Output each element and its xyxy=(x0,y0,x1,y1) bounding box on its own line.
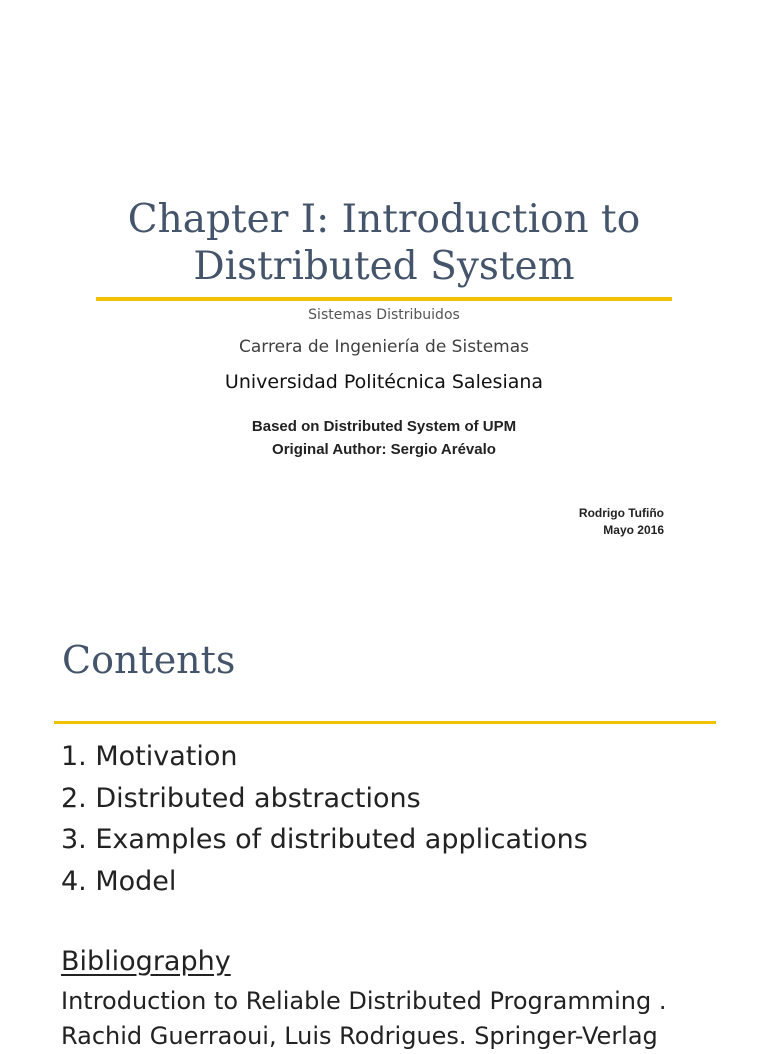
original-author-text: Original Author: Sergio Arévalo xyxy=(272,441,496,458)
title-underline-rule xyxy=(96,297,672,301)
contents-list xyxy=(61,736,588,902)
bibliography-entry xyxy=(61,984,721,1054)
contents-item: 4. Model xyxy=(61,865,177,897)
slide-title xyxy=(0,196,768,290)
author-name: Rodrigo Tufiño xyxy=(578,506,664,520)
contents-item: 3. Examples of distributed applications xyxy=(61,824,588,855)
bibliography-line-2: Rachid Guerraoui, Luis Rodrigues. Springer-Verlag xyxy=(61,1022,658,1050)
contents-item: 2. Distributed abstractions xyxy=(61,782,421,814)
contents-title: Contents xyxy=(62,638,236,682)
based-on-text: Based on Distributed System of UPM xyxy=(251,418,517,435)
slide-title-line-2: Distributed System xyxy=(193,244,575,289)
contents-item: 1. Motivation xyxy=(61,741,238,772)
contents-slide xyxy=(0,576,768,1050)
contents-underline-rule xyxy=(54,721,716,724)
bibliography-line-1: Introduction to Reliable Distributed Programming . xyxy=(61,987,667,1015)
bibliography-heading: Bibliography xyxy=(61,946,231,977)
university-name: Universidad Politécnica Salesiana xyxy=(224,371,544,393)
career-name: Carrera de Ingeniería de Sistemas xyxy=(238,337,530,357)
course-name: Sistemas Distribuidos xyxy=(308,307,460,323)
date-text: Mayo 2016 xyxy=(603,523,664,537)
slide-title-line-1: Chapter I: Introduction to xyxy=(127,197,641,242)
